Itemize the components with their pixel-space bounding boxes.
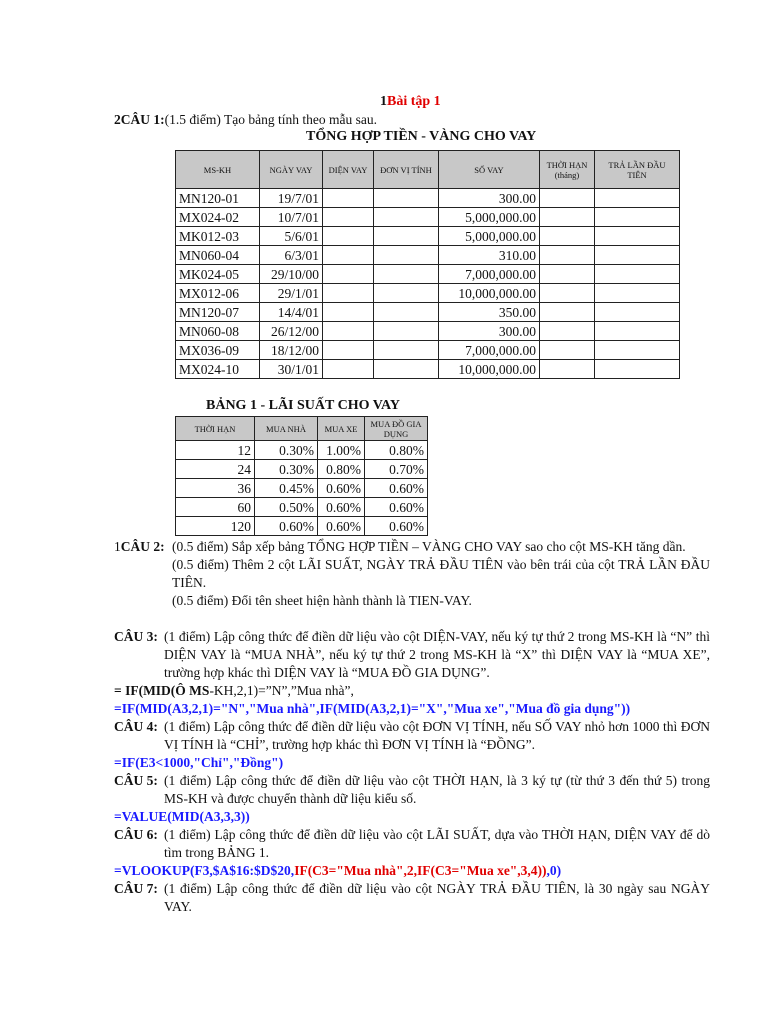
rate-table-cell: 0.60%	[255, 517, 318, 536]
main-header-cell: THỜI HẠN (tháng)	[540, 151, 595, 189]
q7-label: CÂU 7:	[114, 881, 158, 896]
main-table-title: TỔNG HỢP TIỀN - VÀNG CHO VAY	[306, 129, 537, 144]
main-table-cell	[540, 360, 595, 379]
rate-table-cell: 0.60%	[318, 517, 365, 536]
main-table-cell	[323, 246, 374, 265]
main-table-cell	[374, 322, 439, 341]
main-table-cell	[540, 246, 595, 265]
main-table-cell	[595, 246, 680, 265]
rate-table-row	[176, 441, 428, 460]
question-2	[114, 538, 710, 610]
rate-table-cell: 0.60%	[365, 498, 428, 517]
main-table-cell	[595, 341, 680, 360]
main-table-cell: 300.00	[439, 322, 540, 341]
q2-line1: (0.5 điểm) Sắp xếp bảng TỔNG HỢP TIỀN – VÀNG CHO VAY sao cho cột MS-KH tăng dần.	[172, 539, 686, 554]
rate-header-cell: MUA ĐỒ GIA DỤNG	[365, 417, 428, 441]
q4-formula: =IF(E3<1000,"Chỉ","Đồng")	[114, 755, 284, 770]
main-table-cell	[323, 284, 374, 303]
main-table-cell: 30/1/01	[260, 360, 323, 379]
rate-header-cell: MUA NHÀ	[255, 417, 318, 441]
main-table-row	[176, 322, 680, 341]
q3-formula-draft: = IF(MID(Ô MS-KH,2,1)=”N”,”Mua nhà”,	[114, 683, 354, 698]
main-table-cell: 350.00	[439, 303, 540, 322]
rate-table-cell: 0.60%	[365, 517, 428, 536]
q6-text: (1 điểm) Lập công thức để điền dữ liệu vào cột LÃI SUẤT, dựa vào THỜI HẠN, DIỆN VAY để dò tìm trong BẢNG 1.	[164, 827, 710, 860]
main-table-cell: MK012-03	[176, 227, 260, 246]
main-table-row	[176, 265, 680, 284]
main-table-cell: 300.00	[439, 189, 540, 208]
rate-table-cell: 0.80%	[318, 460, 365, 479]
main-header-cell: TRẢ LẦN ĐẦU TIÊN	[595, 151, 680, 189]
main-table-cell: 10,000,000.00	[439, 284, 540, 303]
main-header-cell: DIỆN VAY	[323, 151, 374, 189]
main-table-cell	[595, 265, 680, 284]
main-table-row	[176, 360, 680, 379]
main-table-cell	[323, 322, 374, 341]
main-table-cell: 310.00	[439, 246, 540, 265]
main-table-cell	[595, 189, 680, 208]
q6-label: CÂU 6:	[114, 827, 158, 842]
question-6	[114, 826, 710, 880]
main-table-cell	[323, 208, 374, 227]
rate-table-cell: 0.45%	[255, 479, 318, 498]
main-table-cell	[374, 189, 439, 208]
rate-table-cell: 0.60%	[365, 479, 428, 498]
q3-label: CÂU 3:	[114, 629, 158, 644]
rate-header-cell: THỜI HẠN	[176, 417, 255, 441]
main-table-cell	[323, 360, 374, 379]
main-table-cell	[540, 227, 595, 246]
rate-table-cell: 1.00%	[318, 441, 365, 460]
q3-text: (1 điểm) Lập công thức để điền dữ liệu vào cột DIỆN-VAY, nếu ký tự thứ 2 trong MS-KH là “N” thì DIỆN VAY là “MUA NHÀ”, nếu ký tự thứ 2 trong MS-KH là “X” thì DIỆN VAY là “MUA XE”, trường hợp khác thì DIỆN VAY là “MUA ĐỒ GIA DỤNG”.	[164, 629, 710, 680]
main-table-cell	[540, 303, 595, 322]
main-table	[175, 150, 680, 379]
main-table-cell	[595, 360, 680, 379]
main-table-row	[176, 246, 680, 265]
rate-table-title: BẢNG 1 - LÃI SUẤT CHO VAY	[206, 398, 400, 413]
main-table-cell: 5/6/01	[260, 227, 323, 246]
main-table-row	[176, 208, 680, 227]
main-header-cell: SỐ VAY	[439, 151, 540, 189]
main-table-cell	[374, 208, 439, 227]
main-header-cell: NGÀY VAY	[260, 151, 323, 189]
main-table-cell: MX036-09	[176, 341, 260, 360]
page-title	[380, 94, 441, 110]
main-table-cell: MX012-06	[176, 284, 260, 303]
rate-header-cell: MUA XE	[318, 417, 365, 441]
q3-formula: =IF(MID(A3,2,1)="N","Mua nhà",IF(MID(A3,2,1)="X","Mua xe","Mua đồ gia dụng"))	[114, 701, 631, 716]
main-table-cell: MN120-07	[176, 303, 260, 322]
title-text: Bài tập 1	[387, 94, 441, 109]
main-table-cell	[374, 284, 439, 303]
q2-number: 1	[114, 539, 121, 554]
main-header-cell: ĐƠN VỊ TÍNH	[374, 151, 439, 189]
rate-table-cell: 0.30%	[255, 441, 318, 460]
q7-text: (1 điểm) Lập công thức để điền dữ liệu vào cột NGÀY TRẢ ĐẦU TIÊN, là 30 ngày sau NGÀY VAY.	[164, 881, 710, 914]
main-table-row	[176, 341, 680, 360]
main-table-cell	[374, 360, 439, 379]
main-table-row	[176, 303, 680, 322]
main-table-cell	[374, 303, 439, 322]
q4-text: (1 điểm) Lập công thức để điền dữ liệu vào cột ĐƠN VỊ TÍNH, nếu SỐ VAY nhỏ hơn 1000 thì ĐƠN VỊ TÍNH là “CHỈ”, trường hợp khác thì ĐƠN VỊ TÍNH là “ĐỒNG”.	[164, 719, 710, 752]
main-table-cell	[374, 341, 439, 360]
main-table-cell: 7,000,000.00	[439, 265, 540, 284]
main-table-cell: 14/4/01	[260, 303, 323, 322]
q4-label: CÂU 4:	[114, 719, 158, 734]
main-table-cell	[323, 227, 374, 246]
main-table-cell	[374, 227, 439, 246]
rate-table-cell: 120	[176, 517, 255, 536]
question-7	[114, 880, 710, 916]
q1-label: CÂU 1:	[120, 112, 165, 127]
q6-formula: =VLOOKUP(F3,$A$16:$D$20,IF(C3="Mua nhà",2,IF(C3="Mua xe",3,4)),0)	[114, 863, 562, 878]
main-table-cell	[374, 246, 439, 265]
main-table-cell: 10/7/01	[260, 208, 323, 227]
main-table-row	[176, 227, 680, 246]
q2-line2: (0.5 điểm) Thêm 2 cột LÃI SUẤT, NGÀY TRẢ ĐẦU TIÊN vào bên trái của cột TRẢ LẦN ĐẦU TIÊN.	[172, 557, 710, 590]
main-table-cell	[540, 208, 595, 227]
question-1	[114, 112, 377, 128]
rate-table-cell: 60	[176, 498, 255, 517]
question-5	[114, 772, 710, 826]
main-table-cell	[540, 265, 595, 284]
main-table-cell	[323, 303, 374, 322]
q5-text: (1 điểm) Lập công thức để điền dữ liệu vào cột THỜI HẠN, là 3 ký tự (từ thứ 3 đến thứ 5) trong MS-KH và được chuyển thành dữ liệu kiểu số.	[164, 773, 710, 806]
rate-table-cell: 12	[176, 441, 255, 460]
main-table-cell	[595, 208, 680, 227]
main-table-cell: 29/10/00	[260, 265, 323, 284]
main-table-row	[176, 189, 680, 208]
rate-table-cell: 36	[176, 479, 255, 498]
main-table-cell: MX024-10	[176, 360, 260, 379]
main-table-cell: 18/12/00	[260, 341, 323, 360]
rate-table	[175, 416, 428, 536]
q5-label: CÂU 5:	[114, 773, 158, 788]
main-table-cell	[540, 341, 595, 360]
q1-number: 2	[114, 112, 121, 127]
rate-table-cell: 0.60%	[318, 498, 365, 517]
question-3	[114, 628, 710, 718]
main-table-cell: 5,000,000.00	[439, 208, 540, 227]
main-table-cell	[323, 189, 374, 208]
main-table-cell	[595, 284, 680, 303]
rate-table-cell: 0.30%	[255, 460, 318, 479]
rate-table-cell: 0.50%	[255, 498, 318, 517]
rate-table-row	[176, 460, 428, 479]
main-table-cell: 7,000,000.00	[439, 341, 540, 360]
main-table-cell	[374, 265, 439, 284]
main-table-cell: 29/1/01	[260, 284, 323, 303]
rate-table-row	[176, 498, 428, 517]
main-table-cell	[323, 341, 374, 360]
question-4	[114, 718, 710, 772]
rate-table-row	[176, 479, 428, 498]
main-table-cell: 5,000,000.00	[439, 227, 540, 246]
main-table-cell: 10,000,000.00	[439, 360, 540, 379]
rate-table-cell: 0.70%	[365, 460, 428, 479]
rate-table-cell: 24	[176, 460, 255, 479]
main-header-cell: MS-KH	[176, 151, 260, 189]
q1-text: (1.5 điểm) Tạo bảng tính theo mẫu sau.	[164, 112, 377, 127]
main-table-cell	[595, 303, 680, 322]
main-table-cell: MN060-08	[176, 322, 260, 341]
main-table-cell: MN120-01	[176, 189, 260, 208]
main-table-cell	[540, 189, 595, 208]
title-number: 1	[380, 94, 387, 109]
main-table-cell	[595, 227, 680, 246]
rate-table-row	[176, 517, 428, 536]
main-table-cell: MN060-04	[176, 246, 260, 265]
main-table-cell: 19/7/01	[260, 189, 323, 208]
q5-formula: =VALUE(MID(A3,3,3))	[114, 809, 250, 824]
main-table-cell: 26/12/00	[260, 322, 323, 341]
main-table-row	[176, 284, 680, 303]
main-table-cell	[595, 322, 680, 341]
q2-line3: (0.5 điểm) Đổi tên sheet hiện hành thành là TIEN-VAY.	[172, 593, 472, 608]
main-table-cell: MK024-05	[176, 265, 260, 284]
main-table-cell	[540, 284, 595, 303]
main-table-cell: 6/3/01	[260, 246, 323, 265]
q2-label: CÂU 2:	[120, 539, 165, 554]
rate-table-cell: 0.60%	[318, 479, 365, 498]
main-table-cell	[323, 265, 374, 284]
main-table-cell	[540, 322, 595, 341]
main-table-cell: MX024-02	[176, 208, 260, 227]
rate-table-cell: 0.80%	[365, 441, 428, 460]
